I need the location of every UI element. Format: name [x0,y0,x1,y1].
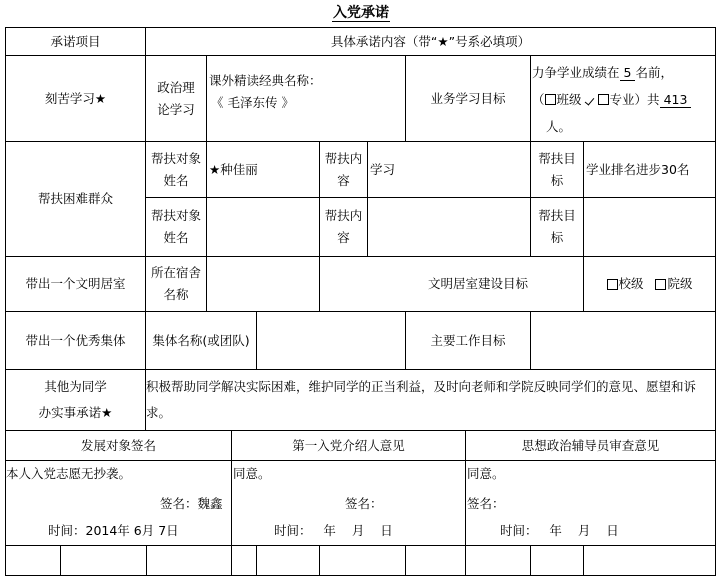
dorm-name-label: 所在宿舍名称 [150,265,201,302]
collective-label: 带出一个优秀集体 [25,332,126,348]
collective-goal-label: 主要工作目标 [430,332,506,348]
other-content[interactable]: 积极帮助同学解决实际困难，维护同学的正当利益，及时向老师和学院反映同学们的意见、愿望和诉求。 [146,379,697,420]
collective-name-value[interactable] [257,312,405,369]
college-checkbox[interactable] [655,279,666,290]
dorm-goal-label: 文明居室建设目标 [427,276,528,291]
help-goal-label-1: 帮扶目标 [538,150,576,188]
collective-name-label: 集体名称(或团队) [152,332,250,348]
reading-value[interactable]: 《 毛泽东传 》 [211,95,294,110]
help-target-value-2[interactable] [207,198,319,256]
help-target-label-1: 帮扶对象姓名 [150,150,201,188]
study-goal-cell [531,58,715,140]
major-checkbox[interactable] [598,94,609,105]
dorm-name-value[interactable] [207,257,319,311]
help-content-value-1[interactable]: 学习 [370,161,396,177]
help-goal-value-2[interactable] [584,198,715,256]
study-label: 刻苦学习★ [44,90,107,106]
goal-line-1: 力争学业成绩在 5 名前， [532,64,673,80]
dorm-label: 带出一个文明居室 [25,276,126,291]
goal-total[interactable]: 413 [660,92,692,108]
page-title: 入党承诺 [333,5,389,21]
help-target-value-1[interactable]: ★种佳丽 [209,161,258,177]
sig-col3-statement: 同意。 [467,466,505,481]
sig-col3-title: 思想政治辅导员审查意见 [521,437,660,453]
other-label: 其他为同学 办实事承诺★ [38,379,113,420]
sig-col2-time[interactable]: 时间： 年 月 日 [274,523,393,538]
class-checkbox[interactable] [545,94,556,105]
help-content-value-2[interactable] [368,198,530,256]
help-target-label-2: 帮扶对象姓名 [150,208,201,245]
sig-col2-title: 第一入党介绍人意见 [292,437,405,453]
help-content-label-1: 帮扶内容 [324,150,363,188]
header-content: 具体承诺内容（带“★”号系必填项） [330,33,531,49]
collective-goal-value[interactable] [531,312,715,369]
sig-col1-statement: 本人入党志愿无抄袭。 [6,466,132,481]
goal-line-2: （ 班级 专业）共 413 [532,86,691,113]
help-label: 帮扶困难群众 [37,191,113,206]
sig-col3-time[interactable]: 时间： 年 月 日 [500,523,619,538]
sig-col3-sign[interactable]: 签名： [467,496,505,511]
checkmark-icon [586,95,597,105]
goal-line-3: 人。 [546,118,572,134]
help-goal-label-2: 帮扶目标 [538,208,576,245]
study-goal-label: 业务学习目标 [430,90,506,106]
sig-col2-sign[interactable]: 签名： [345,496,383,511]
help-content-label-2: 帮扶内容 [324,208,363,245]
reading-label: 课外精读经典名称： [209,73,322,88]
sig-col1-time[interactable]: 时间：2014年 6月 7日 [48,523,179,538]
help-goal-value-1[interactable]: 学业排名进步30名 [586,161,690,177]
sig-col2-statement: 同意。 [233,466,271,481]
school-checkbox[interactable] [607,279,618,290]
dorm-goal-options: 校级 院级 [584,257,715,311]
sig-col1-title: 发展对象签名 [80,437,156,453]
header-item: 承诺项目 [50,33,101,49]
goal-rank[interactable]: 5 [620,65,636,81]
theory-label: 政治理论学习 [157,79,195,117]
sig-col1-sign[interactable]: 签名：魏鑫 [160,496,223,511]
reading-cell [207,70,405,130]
